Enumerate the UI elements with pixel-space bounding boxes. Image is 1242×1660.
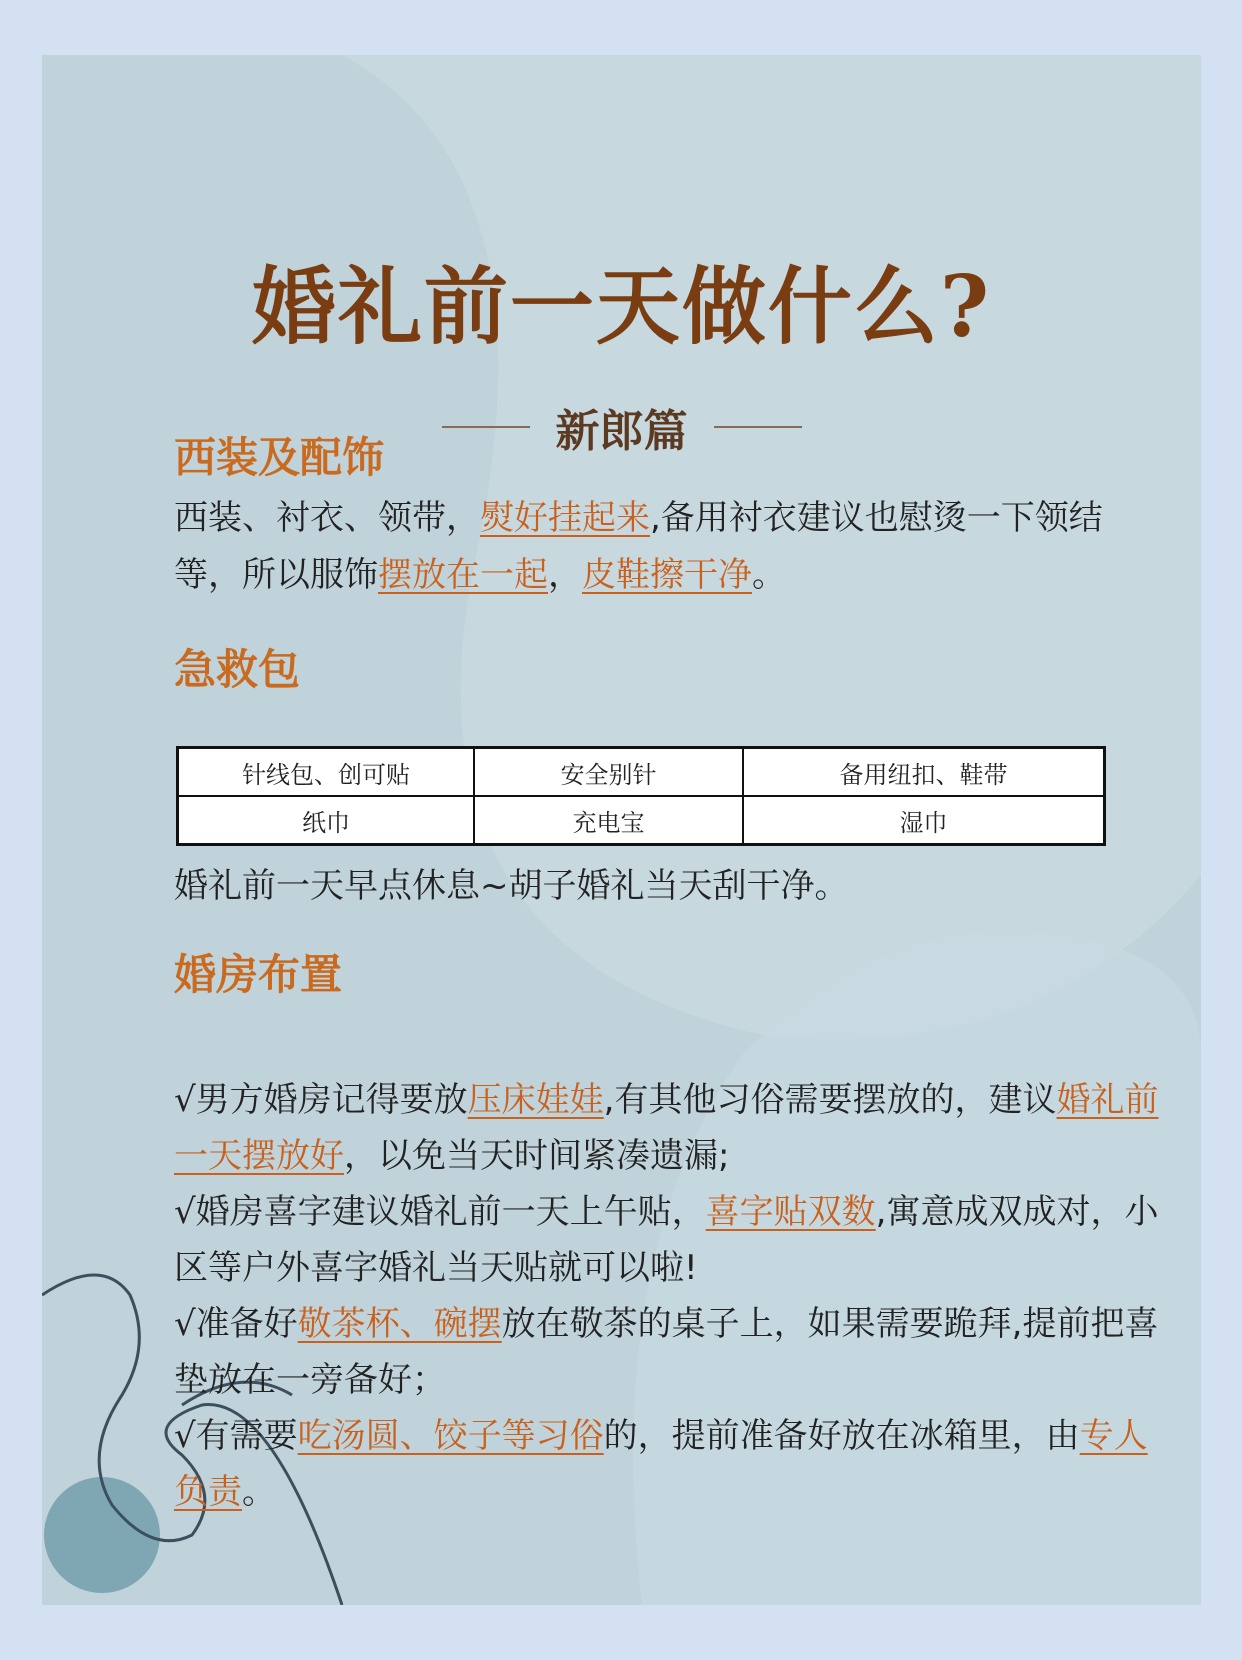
item-text: 的，提前准备好放在冰箱里，由 [603, 1416, 1080, 1456]
table-cell: 湿巾 [743, 796, 1105, 845]
item-highlight: 喜字贴双数 [705, 1192, 876, 1232]
firstaid-note: 婚礼前一天早点休息~胡子婚礼当天刮干净。 [174, 866, 849, 906]
subtitle: 新郎篇 [555, 406, 688, 457]
item-text: √有需要 [174, 1416, 298, 1456]
item-text: ,寓意成双成对，小区等户外喜字婚礼当天贴就可以啦! [174, 1192, 1159, 1288]
room-checklist [174, 1072, 1164, 1520]
table-row [178, 796, 1105, 845]
table-cell: 纸巾 [178, 796, 475, 845]
divider-left [442, 426, 530, 428]
suit-text-1: 西装、衬衣、领带， [174, 498, 480, 538]
poster-card [42, 55, 1201, 1605]
list-item [174, 1072, 1164, 1184]
suit-text-2: ,备用衬衣建议也慰烫一下领结等，所以服饰 [174, 498, 1103, 595]
suit-paragraph [174, 490, 1164, 604]
item-highlight: 压床娃娃 [467, 1080, 604, 1120]
table-row [178, 748, 1105, 797]
suit-highlight-3: 皮鞋擦干净 [582, 555, 752, 595]
item-text: √准备好 [174, 1304, 298, 1344]
list-item [174, 1408, 1164, 1520]
page-title: 婚礼前一天做什么? [251, 257, 992, 356]
divider-right [714, 426, 802, 428]
item-highlight: 专人负责 [174, 1416, 1148, 1512]
table-cell: 充电宝 [474, 796, 743, 845]
suit-text-4: 。 [752, 555, 786, 595]
table-cell: 针线包、创可贴 [178, 748, 475, 797]
item-highlight: 敬茶杯、碗摆 [297, 1304, 502, 1344]
section-title-firstaid: 急救包 [174, 645, 301, 694]
section-title-room: 婚房布置 [174, 950, 343, 999]
section-title-suit: 西装及配饰 [174, 433, 385, 482]
item-highlight: 吃汤圆、饺子等习俗 [297, 1416, 604, 1456]
list-item [174, 1296, 1164, 1408]
item-text: 放在敬茶的桌子上，如果需要跪拜,提前把喜垫放在一旁备好； [174, 1304, 1159, 1400]
firstaid-table [176, 746, 1106, 846]
table-cell: 备用纽扣、鞋带 [743, 748, 1105, 797]
suit-text-3: ， [548, 555, 582, 595]
suit-highlight-1: 熨好挂起来 [480, 498, 650, 538]
suit-highlight-2: 摆放在一起 [378, 555, 548, 595]
table-cell: 安全别针 [474, 748, 743, 797]
item-text: ，以免当天时间紧凑遗漏; [344, 1136, 730, 1176]
item-highlight: 婚礼前一天摆放好 [174, 1080, 1159, 1176]
item-text: 。 [242, 1472, 276, 1512]
item-text: √婚房喜字建议婚礼前一天上午贴， [174, 1192, 706, 1232]
item-text: √男方婚房记得要放 [174, 1080, 468, 1120]
item-text: ,有其他习俗需要摆放的，建议 [603, 1080, 1057, 1120]
list-item [174, 1184, 1164, 1296]
